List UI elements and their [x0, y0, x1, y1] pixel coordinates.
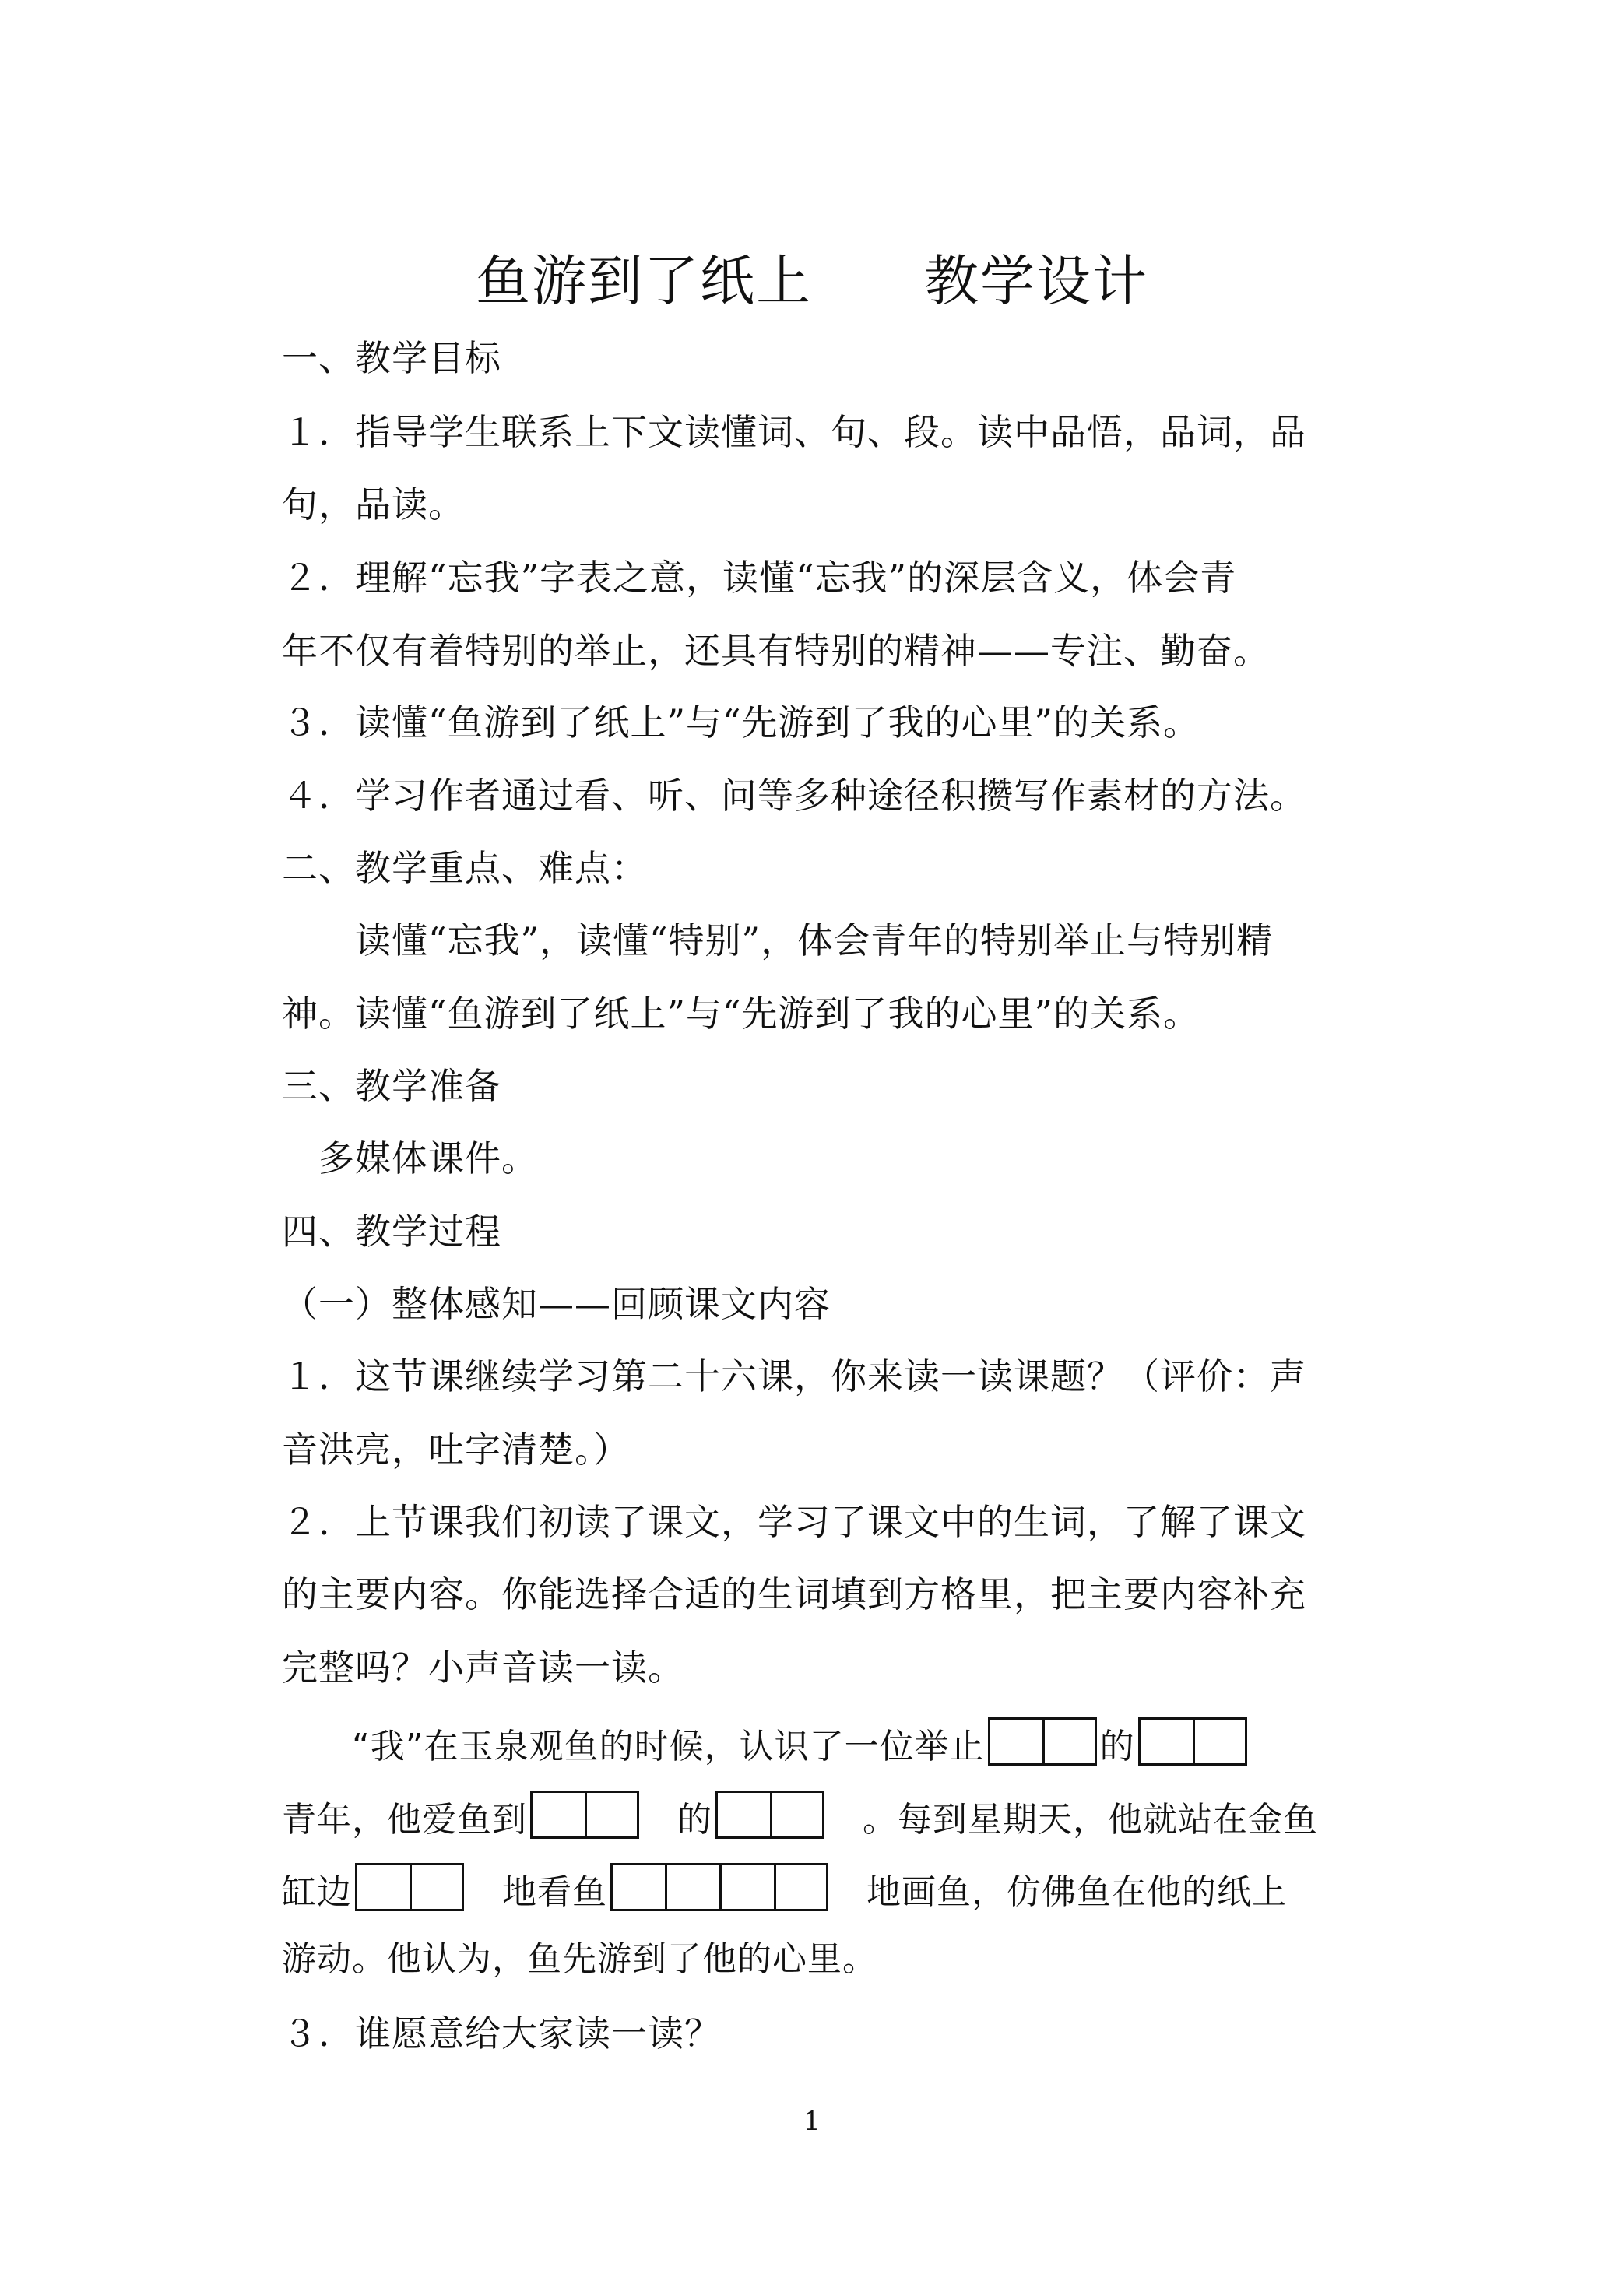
answer-boxes[interactable] [355, 1863, 464, 1911]
step-2-line-3: 完整吗？小声音读一读。 [282, 1647, 684, 1689]
step-3: ３．谁愿意给大家读一读？ [282, 2012, 721, 2054]
exercise-line-1 [282, 1717, 1250, 1770]
answer-box[interactable] [410, 1863, 464, 1911]
step-1-line-1: １．这节课继续学习第二十六课，你来读一读课题？（评价：声 [282, 1355, 1306, 1397]
goal-2-line-1: ２．理解“忘我”字表之意，读懂“忘我”的深层含义，体会青 [282, 557, 1237, 599]
exercise-text: 。每到星期天，他就站在金鱼 [863, 1800, 1318, 1840]
answer-box[interactable] [1193, 1717, 1247, 1766]
section-heading-process: 四、教学过程 [282, 1211, 501, 1253]
answer-box[interactable] [719, 1863, 774, 1911]
answer-boxes[interactable] [715, 1791, 824, 1839]
answer-box[interactable] [610, 1863, 665, 1911]
page-number: 1 [803, 2106, 821, 2137]
exercise-line-3 [282, 1863, 1287, 1916]
goal-4: ４．学习作者通过看、听、问等多种途径积攒写作素材的方法。 [282, 775, 1306, 817]
section-heading-goals: 一、教学目标 [282, 337, 501, 379]
key-points-line-1: 读懂“忘我”，读懂“特别”，体会青年的特别举止与特别精 [282, 919, 1274, 961]
section-heading-preparation: 三、教学准备 [282, 1065, 501, 1107]
answer-box[interactable] [715, 1791, 770, 1839]
answer-boxes[interactable] [610, 1863, 828, 1911]
step-2-line-2: 的主要内容。你能选择合适的生词填到方格里，把主要内容补充 [282, 1573, 1306, 1615]
answer-boxes[interactable] [530, 1791, 639, 1839]
section-heading-key-points: 二、教学重点、难点： [282, 847, 648, 889]
exercise-text: 青年，他爱鱼到 [282, 1800, 527, 1840]
exercise-text: 的 [1099, 1727, 1135, 1766]
exercise-line-2 [282, 1791, 1318, 1843]
answer-box[interactable] [355, 1863, 410, 1911]
answer-box[interactable] [585, 1791, 639, 1839]
answer-box[interactable] [1042, 1717, 1097, 1766]
step-1-line-2: 音洪亮，吐字清楚。） [282, 1429, 630, 1471]
exercise-line-4: 游动。他认为，鱼先游到了他的心里。 [282, 1939, 877, 1979]
key-points-line-2: 神。读懂“鱼游到了纸上”与“先游到了我的心里”的关系。 [282, 993, 1200, 1035]
preparation-text: 多媒体课件。 [282, 1137, 538, 1179]
exercise-text: 的 [677, 1800, 712, 1840]
step-2-line-1: ２．上节课我们初读了课文，学习了课文中的生词，了解了课文 [282, 1501, 1306, 1543]
exercise-text: 地画鱼，仿佛鱼在他的纸上 [866, 1872, 1287, 1912]
goal-1-line-2: 句，品读。 [282, 483, 465, 525]
exercise-text: 缸边 [282, 1872, 352, 1912]
answer-box[interactable] [774, 1863, 828, 1911]
goal-2-line-2: 年不仅有着特别的举止，还具有特别的精神——专注、勤奋。 [282, 630, 1270, 672]
exercise-text: 地看鱼 [502, 1872, 607, 1912]
answer-box[interactable] [1138, 1717, 1193, 1766]
subsection-heading-overview: （一）整体感知——回顾课文内容 [282, 1283, 831, 1325]
answer-boxes[interactable] [988, 1717, 1097, 1766]
exercise-text: “我”在玉泉观鱼的时候，认识了一位举止 [282, 1727, 985, 1766]
answer-box[interactable] [665, 1863, 719, 1911]
answer-box[interactable] [988, 1717, 1042, 1766]
answer-box[interactable] [770, 1791, 824, 1839]
answer-boxes[interactable] [1138, 1717, 1247, 1766]
goal-1-line-1: １．指导学生联系上下文读懂词、句、段。读中品悟，品词，品 [282, 411, 1306, 453]
document-title: 鱼游到了纸上 教学设计 [476, 249, 1148, 313]
goal-3: ３．读懂“鱼游到了纸上”与“先游到了我的心里”的关系。 [282, 701, 1200, 743]
answer-box[interactable] [530, 1791, 585, 1839]
